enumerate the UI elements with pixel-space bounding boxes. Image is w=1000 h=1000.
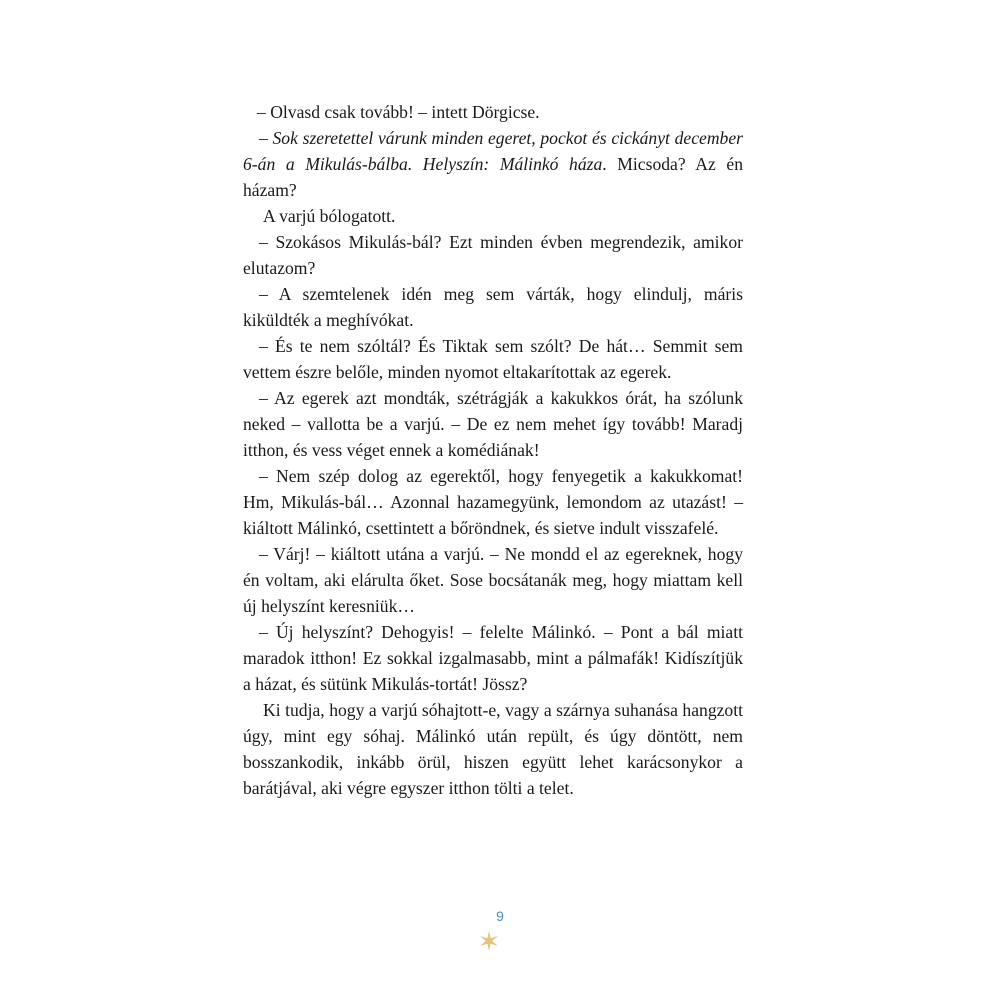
paragraph <box>243 619 743 697</box>
paragraph <box>243 385 743 463</box>
text-run: – Szokásos Mikulás-bál? Ezt minden évben megrendezik, amikor elutazom? <box>243 232 743 278</box>
page-number: 9 <box>496 908 504 924</box>
italic-text: Sok szeretettel várunk minden egeret, pockot és cickányt december 6-án a Mikulás-bálba. Helyszín: Málinkó háza <box>243 128 743 174</box>
text-run: – A szemtelenek idén meg sem várták, hogy elindulj, máris kiküldték a meghívókat. <box>243 284 743 330</box>
text-run: – Olvasd csak tovább! – intett Dörgicse. <box>257 102 540 122</box>
text-run: – <box>259 128 273 148</box>
paragraph <box>243 125 743 203</box>
paragraph <box>243 229 743 281</box>
text-run: – Az egerek azt mondták, szétrágják a kakukkos órát, ha szólunk neked – vallotta be a varjú. – De ez nem mehet így tovább! Maradj itthon, és vess véget ennek a komédiának! <box>243 388 743 460</box>
text-run: . Micsoda? Az én házam? <box>243 154 743 200</box>
text-run: – Várj! – kiáltott utána a varjú. – Ne mondd el az egereknek, hogy én voltam, aki elárulta őket. Sose bocsátanák meg, hogy miattam kell új helyszínt keresniük… <box>243 544 743 616</box>
paragraph <box>243 281 743 333</box>
star-ornament-shape <box>480 931 498 951</box>
paragraph <box>243 99 743 125</box>
star-ornament-icon <box>478 930 500 952</box>
text-run: A varjú bólogatott. <box>263 206 396 226</box>
paragraph <box>243 203 743 229</box>
body-text <box>243 99 743 801</box>
paragraph <box>243 463 743 541</box>
paragraph <box>243 697 743 801</box>
paragraph <box>243 333 743 385</box>
text-run: Ki tudja, hogy a varjú sóhajtott-e, vagy a szárnya suhanása hangzott úgy, mint egy sóhaj. Málinkó után repült, és úgy döntött, nem bosszankodik, inkább örül, hiszen együtt lehet karácsonykor a barátjával, aki végre egyszer itthon tölti a telet. <box>243 700 743 798</box>
text-run: – Új helyszínt? Dehogyis! – felelte Málinkó. – Pont a bál miatt maradok itthon! Ez sokkal izgalmasabb, mint a pálmafák! Kidíszítjük a házat, és sütünk Mikulás-tortát! Jössz? <box>243 622 743 694</box>
paragraph <box>243 541 743 619</box>
text-run: – Nem szép dolog az egerektől, hogy fenyegetik a kakukkomat! Hm, Mikulás-bál… Azonnal hazamegyünk, lemondom az utazást! – kiáltott Málinkó, csettintett a bőröndnek, és sietve indult visszafelé. <box>243 466 743 538</box>
text-run: – És te nem szóltál? És Tiktak sem szólt? De hát… Semmit sem vettem észre belőle, minden nyomot eltakarítottak az egerek. <box>243 336 743 382</box>
